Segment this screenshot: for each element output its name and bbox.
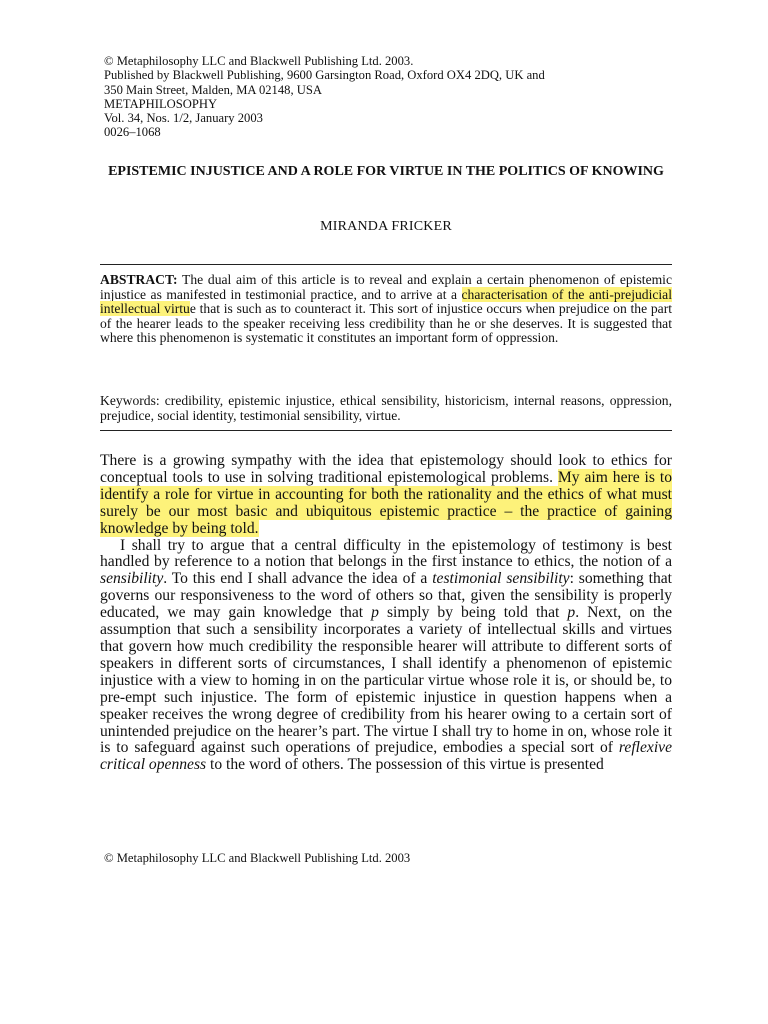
p2-term-testimonial-sensibility: testimonial sensibility [432,570,570,588]
article-title: EPISTEMIC INJUSTICE AND A ROLE FOR VIRTUE IN THE POLITICS OF KNOWING [108,164,664,179]
p1-highlight: My aim here is to identify a role for virtue in accounting for both the rationality and the ethics of what must surely be our most basic and ubiquitous epistemic practice – the practice of gaining knowledge by being told. [100,468,672,537]
p2-text-b: . To this end I shall advance the idea of a [163,570,433,588]
keywords-block [100,394,672,423]
p2-term-sensibility: sensibility [100,570,164,588]
header-volume: Vol. 34, Nos. 1/2, January 2003 [104,111,263,126]
body-paragraph-1 [100,453,672,538]
abstract-label: ABSTRACT: [100,272,178,287]
abstract-highlight: characterisation of the anti-prejudicial intellectual virtu [100,286,672,317]
abstract-text-after: e that is such as to counteract it. This sort of injustice occurs when prejudice on the part of the hearer leads to the speaker receiving less credibility than he or she deserves. It is suggested that where this phenomenon is systematic it constitutes an important form of oppression. [100,301,673,346]
p2-text-a: I shall try to argue that a central difficulty in the epistemology of testimony is best handled by reference to a notion that belongs in the first instance to ethics, the notion of a [100,536,672,571]
header-issn: 0026–1068 [104,125,161,140]
abstract-bottom-rule [100,430,672,431]
header-journal-name: METAPHILOSOPHY [104,96,218,111]
header-publisher-line-2: 350 Main Street, Malden, MA 02148, USA [104,82,322,97]
article-author: MIRANDA FRICKER [320,219,452,234]
body-paragraph-2 [100,538,672,775]
p2-text-e: . Next, on the assumption that such a sensibility incorporates a variety of intellectual skills and virtues that govern how much credibility the responsible hearer will attribute to different sorts of speakers in different sorts of circumstances, I shall identify a phenomenon of epistemic injustice with a view to homing in on the particular virtue whose role it is, or should be, to pre-empt such injustice. The form of epistemic injustice in question happens when a speaker receives the wrong degree of credibility from his hearer owing to a certain sort of unintended prejudice on the hearer’s part. The virtue I shall try to home in on, whose role it is to safeguard against such operations of prejudice, embodies a special sort of [100,604,673,757]
abstract-block [100,273,672,346]
p2-text-f: to the word of others. The possession of this virtue is presented [206,756,604,774]
abstract-text-before: The dual aim of this article is to reveal and explain a certain phenomenon of epistemic injustice as manifested in testimonial practice, and to arrive at a [100,272,672,302]
abstract-top-rule [100,264,672,265]
body-text [100,453,672,774]
p2-variable-p-2: p [567,604,576,622]
p2-text-c: : something that governs our responsiveness to the word of others so that, given the sensibility is properly educated, we may gain knowledge that [100,570,673,622]
page-footer: © Metaphilosophy LLC and Blackwell Publishing Ltd. 2003 [104,851,411,865]
p1-text: There is a growing sympathy with the idea that epistemology should look to ethics for conceptual tools to use in solving traditional epistemological problems. [100,452,672,486]
keywords-text: credibility, epistemic injustice, ethical sensibility, historicism, internal reasons, oppression, prejudice, social identity, testimonial sensibility, virtue. [100,393,672,423]
keywords-label: Keywords: [100,393,160,408]
p2-variable-p: p [371,604,379,622]
header-publisher-line-1: Published by Blackwell Publishing, 9600 Garsington Road, Oxford OX4 2DQ, UK and [104,68,545,83]
header-copyright: © Metaphilosophy LLC and Blackwell Publishing Ltd. 2003. [104,54,414,68]
p2-text-d: simply by being told that [378,604,568,622]
p2-term-reflexive-critical-openness: reflexive critical openness [100,739,672,774]
journal-header [104,54,545,140]
